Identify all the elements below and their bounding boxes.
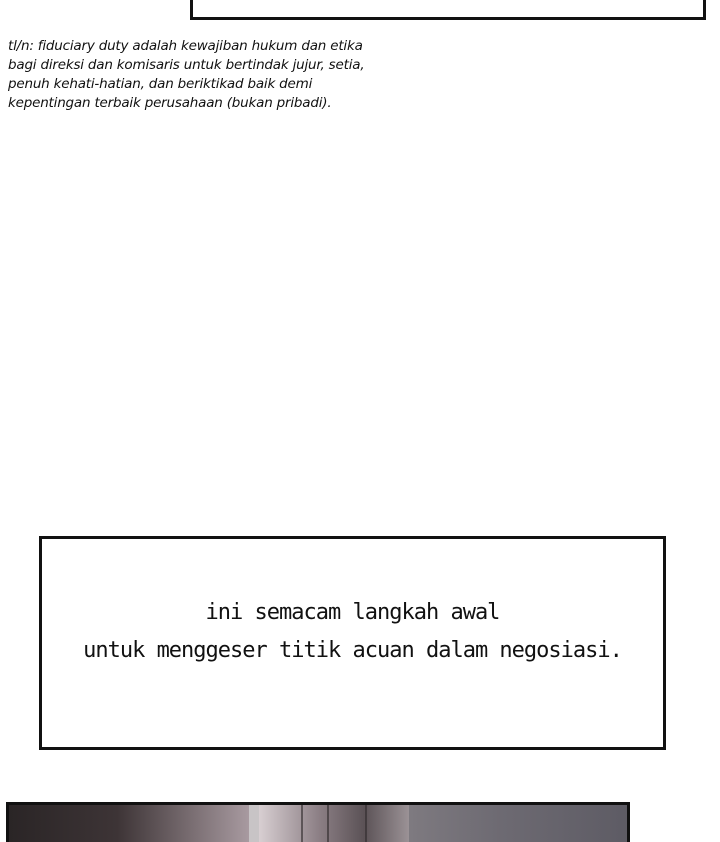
translator-note-line: penuh kehati-hatian, dan beriktikad baik demi [8, 76, 313, 92]
translator-note-line: bagi direksi dan komisaris untuk bertindak jujur, setia, [8, 57, 365, 73]
panel-artwork-background [409, 805, 630, 842]
panel-artwork-stroke [365, 805, 367, 842]
previous-caption-box [190, 0, 706, 20]
panel-artwork-stroke [301, 805, 303, 842]
next-comic-panel [6, 802, 630, 842]
translator-note [8, 37, 468, 113]
panel-artwork-shadow [9, 805, 249, 842]
translator-note-line: tl/n: fiduciary duty adalah kewajiban hukum dan etika [8, 38, 363, 54]
narration-caption-box [39, 536, 666, 750]
translator-note-line: kepentingan terbaik perusahaan (bukan pribadi). [8, 95, 332, 111]
panel-artwork-hair [259, 805, 409, 842]
narration-line: untuk menggeser titik acuan dalam negosiasi. [83, 638, 622, 663]
panel-artwork-stroke [327, 805, 329, 842]
narration-line: ini semacam langkah awal [205, 600, 500, 625]
